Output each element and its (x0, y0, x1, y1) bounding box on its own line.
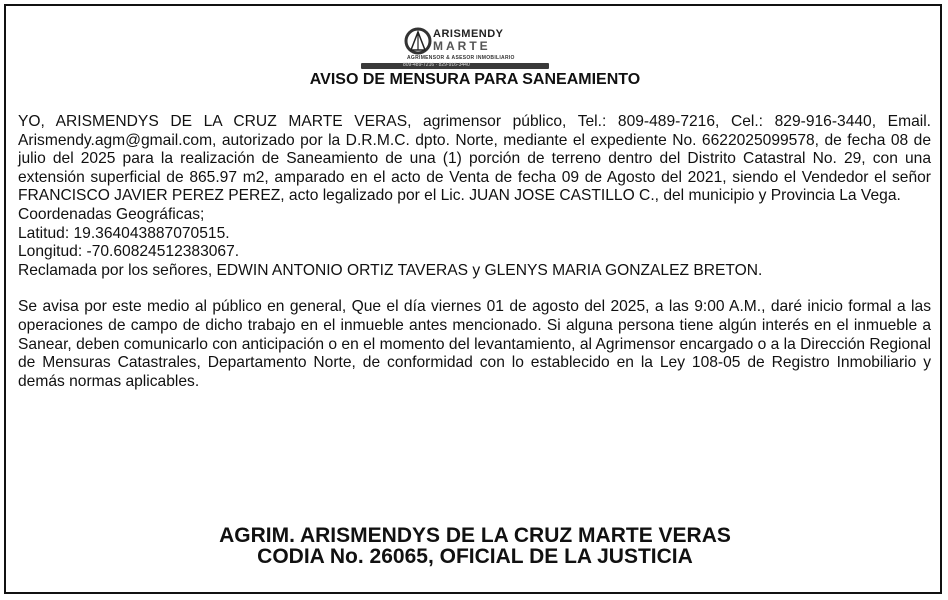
surveyor-logo-icon (403, 26, 433, 56)
logo-brand-line2: MARTE (433, 39, 491, 53)
notice-frame (4, 4, 942, 594)
claimants-text: Reclamada por los señores, EDWIN ANTONIO ORTIZ TAVERAS y GLENYS MARIA GONZALEZ BRETON. (18, 261, 763, 279)
signature-name: AGRIM. ARISMENDYS DE LA CRUZ MARTE VERAS (219, 524, 731, 547)
notice-paragraph-intro: YO, ARISMENDYS DE LA CRUZ MARTE VERAS, agrimensor público, Tel.: 809-489-7216, Cel.: 829-916-3440, Email. Arismendy.agm@gmail.com, autorizado por la D.R.M.C. dpto. Norte, mediante el expediente No. 6622025099578, de fecha 08 de julio del 2025 para la realización de Saneamiento de una (1) porción de terreno dentro del Distrito Catastral No. 29, con una extensión superficial de 865.97 m2, amparado en el acto de Venta de fecha 09 de Agosto del 2021, siendo el Vendedor el señor FRANCISCO JAVIER PEREZ PEREZ, acto legalizado por el Lic. JUAN JOSE CASTILLO C., del municipio y Provincia La Vega. (18, 113, 931, 205)
signature-codia: CODIA No. 26065, OFICIAL DE LA JUSTICIA (257, 545, 693, 568)
notice-body (18, 113, 931, 391)
company-logo (361, 22, 549, 68)
coordinates-label: Coordenadas Geográficas; (18, 205, 205, 223)
notice-title: AVISO DE MENSURA PARA SANEAMIENTO (309, 71, 641, 88)
logo-contact: 809-489-7216 · 829-916-3440 (403, 62, 470, 68)
logo-brand-line1: ARISMENDY (433, 28, 504, 40)
notice-paragraph-announcement: Se avisa por este medio al público en general, Que el día viernes 01 de agosto del 2025, a las 9:00 A.M., daré inicio formal a las operaciones de campo de dicho trabajo en el inmueble antes mencionado. Si alguna persona tiene algún interés en el inmueble a Sanear, deben comunicarlo con anticipación o en el momento del levantamiento, al Agrimensor encargado o a la Dirección Regional de Mensuras Catastrales, Departamento Norte, de conformidad con lo establecido en la Ley 108-05 de Registro Inmobiliario y demás normas aplicables. (18, 298, 931, 390)
latitude-value: Latitud: 19.364043887070515. (18, 224, 230, 242)
longitude-value: Longitud: -70.60824512383067. (18, 243, 240, 261)
logo-tagline: AGRIMENSOR & ASESOR INMOBILIARIO (407, 55, 515, 61)
